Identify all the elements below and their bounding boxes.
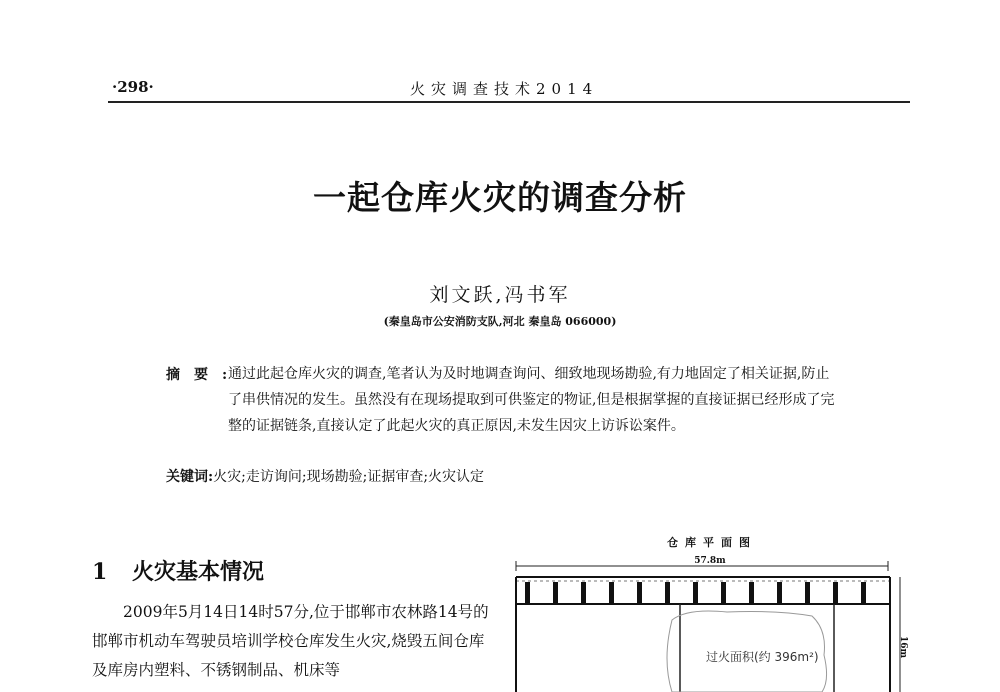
floor-plan-drawing	[512, 530, 912, 692]
height-dimension-label: 16m	[898, 636, 908, 659]
body-paragraph: 2009年5月14日14时57分,位于邯郸市农林路14号的邯郸市机动车驾驶员培训学校仓库发生火灾,烧毁五间仓库及库房内塑料、不锈钢制品、机床等	[92, 603, 489, 679]
warehouse-floor-plan	[512, 530, 912, 692]
abstract-label: 摘要:	[166, 367, 242, 383]
column	[749, 582, 754, 604]
column	[805, 582, 810, 604]
section-title: 火灾基本情况	[132, 559, 265, 585]
keywords-label: 关键词:	[166, 469, 214, 485]
burned-area-label: 过火面积(约 396m²)	[706, 650, 819, 664]
paper-title: 一起仓库火灾的调查分析	[313, 178, 687, 217]
column	[553, 582, 558, 604]
column	[637, 582, 642, 604]
column	[581, 582, 586, 604]
column	[861, 582, 866, 604]
keywords-text: 火灾;走访询问;现场勘验;证据审查;火灾认定	[213, 469, 485, 485]
keywords	[166, 466, 484, 486]
column	[665, 582, 670, 604]
width-dimension-label: 57.8m	[694, 556, 726, 566]
section-heading	[92, 555, 264, 586]
figure-title: 仓库平面图	[667, 536, 757, 549]
column	[721, 582, 726, 604]
abstract-text: 通过此起仓库火灾的调查,笔者认为及时地调查询问、细致地现场勘验,有力地固定了相关证据,防止了串供情况的发生。虽然没有在现场提取到可供鉴定的物证,但是根据掌握的直接证据已经形成了完整的证据链条,直接认定了此起火灾的真正原因,未发生因灾上访诉讼案件。	[228, 366, 835, 434]
column	[693, 582, 698, 604]
journal-header: 火灾调查技术2014	[410, 80, 599, 98]
header-rule	[108, 101, 910, 103]
abstract	[166, 361, 842, 439]
section-number: 1	[92, 559, 108, 585]
column	[833, 582, 838, 604]
column	[777, 582, 782, 604]
affiliation: (秦皇岛市公安消防支队,河北 秦皇岛 066000)	[383, 315, 617, 328]
page-number: ·298·	[112, 78, 154, 96]
column	[609, 582, 614, 604]
authors: 刘文跃,冯书军	[429, 284, 571, 306]
columns	[525, 582, 866, 604]
column	[525, 582, 530, 604]
